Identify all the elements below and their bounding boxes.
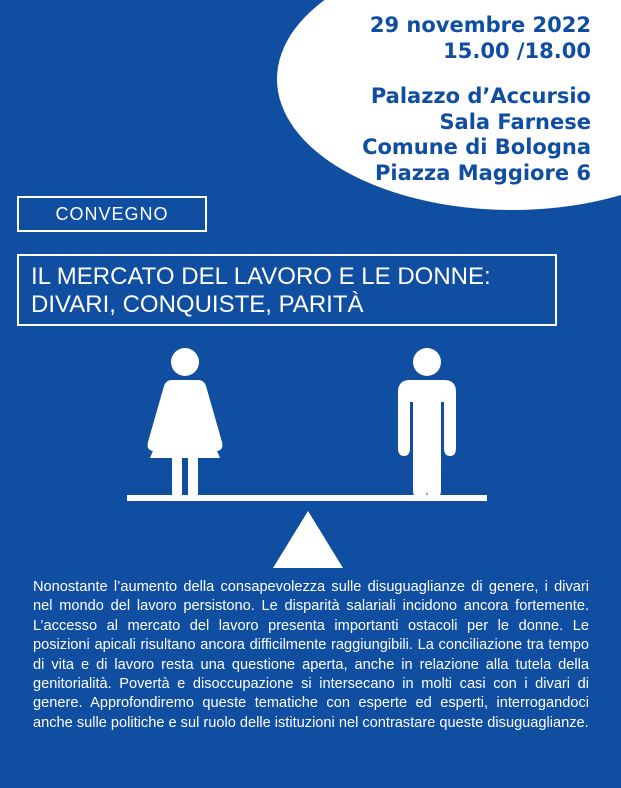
event-description: Nonostante l’aumento della consapevolezza sulle disuguaglianze di genere, i divari nel mondo del lavoro persistono. Le disparità salariali incidono ancora fortemente. L’accesso al mercato del lavoro presenta importanti ostacoli per le donne. Le posizioni apicali risultano ancora difficilmente raggiungibili. La conciliazione tra tempo di vita e di lavoro resta una questione aperta, anche in relazione alla tutela della genitorialità. Povertà e disoccupazione si intersecano in molti casi con i divari di genere. Approfondiremo queste tematiche con esperte ed esperti, interrogandoci anche sulle politiche e sul ruolo delle istituzioni nel contrastare queste disuguaglianze. (33, 579, 589, 731)
scale-fulcrum (273, 511, 343, 568)
event-title (17, 254, 557, 326)
venue-line: Comune di Bologna (362, 135, 591, 159)
woman-icon (148, 348, 223, 499)
venue-line: Piazza Maggiore 6 (375, 160, 591, 185)
convegno-label: CONVEGNO (17, 196, 207, 232)
scale-beam (127, 495, 487, 501)
man-icon (398, 348, 456, 499)
title-line-2: DIVARI, CONQUISTE, PARITÀ (31, 291, 364, 318)
event-venue (362, 84, 591, 186)
venue-line: Sala Farnese (439, 109, 591, 134)
title-line-1: IL MERCATO DEL LAVORO E LE DONNE: (31, 263, 491, 290)
gender-equality-scale-illustration (0, 340, 621, 570)
event-date: 29 novembre 2022 (369, 13, 591, 37)
venue-line: Palazzo d’Accursio (370, 84, 591, 108)
event-time: 15.00 /18.00 (443, 39, 591, 63)
event-info (362, 12, 591, 186)
